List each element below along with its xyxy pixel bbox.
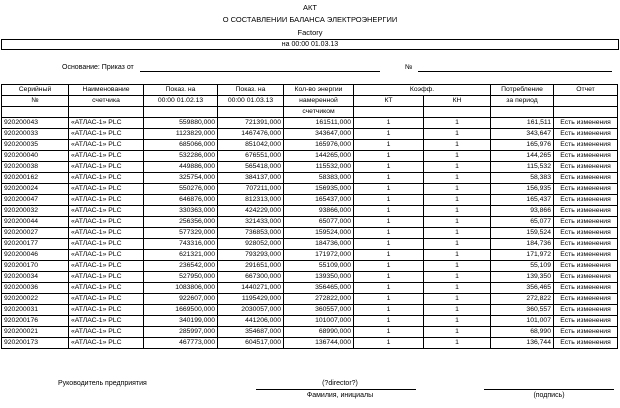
header-energy-by-meter: счетчиком [284,107,354,118]
cell-kn: 1 [424,283,491,294]
table-row [2,261,618,272]
cell-meter-name: «АТЛАС-1» PLC [69,261,144,272]
header-cell-empty [491,107,554,118]
cell-serial: 920200176 [2,316,69,327]
cell-kn: 1 [424,217,491,228]
cell-meter-name: «АТЛАС-1» PLC [69,129,144,140]
cell-energy: 356465,000 [284,283,354,294]
header-report: Отчет [554,85,618,96]
cell-meter-name: «АТЛАС-1» PLC [69,195,144,206]
cell-energy: 144265,000 [284,151,354,162]
cell-kt: 1 [354,195,424,206]
cell-report: Есть изменения [554,327,618,338]
cell-report: Есть изменения [554,118,618,129]
table-row [2,184,618,195]
cell-consumption: 159,524 [491,228,554,239]
cell-reading-1: 922607,000 [144,294,218,305]
cell-reading-1: 685066,000 [144,140,218,151]
cell-report: Есть изменения [554,283,618,294]
table-row [2,140,618,151]
cell-kn: 1 [424,118,491,129]
table-row [2,305,618,316]
table-row [2,283,618,294]
cell-meter-name: «АТЛАС-1» PLC [69,151,144,162]
cell-kt: 1 [354,162,424,173]
table-row [2,327,618,338]
cell-reading-2: 291651,000 [218,261,284,272]
cell-kt: 1 [354,283,424,294]
cell-kt: 1 [354,217,424,228]
cell-consumption: 343,647 [491,129,554,140]
header-cell-empty [554,107,618,118]
cell-consumption: 65,077 [491,217,554,228]
cell-serial: 920200021 [2,327,69,338]
header-reading-2-date: 00:00 01.03.13 [218,96,284,107]
table-row [2,338,618,349]
cell-meter-name: «АТЛАС-1» PLC [69,316,144,327]
cell-reading-1: 467773,000 [144,338,218,349]
cell-meter-name: «АТЛАС-1» PLC [69,338,144,349]
header-kt: КТ [354,96,424,107]
cell-energy: 68990,000 [284,327,354,338]
cell-kn: 1 [424,173,491,184]
cell-meter-name: «АТЛАС-1» PLC [69,250,144,261]
cell-energy: 139350,000 [284,272,354,283]
organization-name: Factory [297,28,323,37]
cell-kt: 1 [354,228,424,239]
cell-report: Есть изменения [554,173,618,184]
cell-consumption: 139,350 [491,272,554,283]
cell-energy: 159524,000 [284,228,354,239]
cell-serial: 920200162 [2,173,69,184]
cell-reading-2: 928052,000 [218,239,284,250]
cell-energy: 165976,000 [284,140,354,151]
document-subtitle: О СОСТАВЛЕНИИ БАЛАНСА ЭЛЕКТРОЭНЕРГИИ [222,15,398,24]
cell-reading-2: 1195429,000 [218,294,284,305]
basis-line [140,71,380,72]
cell-energy: 165437,000 [284,195,354,206]
cell-reading-2: 384137,000 [218,173,284,184]
cell-report: Есть изменения [554,239,618,250]
name-line [256,389,416,390]
cell-kt: 1 [354,206,424,217]
cell-serial: 920200024 [2,184,69,195]
cell-serial: 920200040 [2,151,69,162]
cell-energy: 136744,000 [284,338,354,349]
cell-reading-2: 441206,000 [218,316,284,327]
header-kn: КН [424,96,491,107]
header-report-empty [554,96,618,107]
cell-meter-name: «АТЛАС-1» PLC [69,217,144,228]
cell-reading-1: 285997,000 [144,327,218,338]
cell-serial: 920200038 [2,162,69,173]
table-row [2,316,618,327]
cell-kn: 1 [424,228,491,239]
cell-reading-1: 577329,000 [144,228,218,239]
cell-kt: 1 [354,261,424,272]
cell-energy: 184736,000 [284,239,354,250]
cell-meter-name: «АТЛАС-1» PLC [69,239,144,250]
table-header-row [2,107,618,118]
cell-kt: 1 [354,129,424,140]
cell-reading-2: 676551,000 [218,151,284,162]
cell-kt: 1 [354,316,424,327]
cell-report: Есть изменения [554,294,618,305]
cell-kn: 1 [424,272,491,283]
cell-report: Есть изменения [554,305,618,316]
report-date-box: на 00:00 01.03.13 [1,39,619,50]
cell-serial: 920200034 [2,272,69,283]
cell-meter-name: «АТЛАС-1» PLC [69,140,144,151]
cell-serial: 920200170 [2,261,69,272]
cell-consumption: 115,532 [491,162,554,173]
cell-reading-2: 604517,000 [218,338,284,349]
cell-kn: 1 [424,129,491,140]
cell-reading-1: 532286,000 [144,151,218,162]
cell-consumption: 58,383 [491,173,554,184]
cell-meter-name: «АТЛАС-1» PLC [69,305,144,316]
cell-report: Есть изменения [554,217,618,228]
cell-consumption: 144,265 [491,151,554,162]
cell-meter-name: «АТЛАС-1» PLC [69,283,144,294]
meters-table [1,84,618,349]
cell-reading-2: 707211,000 [218,184,284,195]
table-header-row [2,85,618,96]
cell-kt: 1 [354,151,424,162]
cell-serial: 920200177 [2,239,69,250]
cell-meter-name: «АТЛАС-1» PLC [69,272,144,283]
cell-reading-1: 325754,000 [144,173,218,184]
cell-energy: 101007,000 [284,316,354,327]
cell-kn: 1 [424,140,491,151]
table-row [2,206,618,217]
cell-energy: 272822,000 [284,294,354,305]
cell-serial: 920200032 [2,206,69,217]
cell-reading-1: 559880,000 [144,118,218,129]
cell-kt: 1 [354,294,424,305]
cell-reading-2: 565418,000 [218,162,284,173]
cell-report: Есть изменения [554,338,618,349]
header-cell-empty [424,107,491,118]
table-row [2,151,618,162]
cell-kt: 1 [354,305,424,316]
header-consumption-period: за период [491,96,554,107]
cell-meter-name: «АТЛАС-1» PLC [69,173,144,184]
cell-reading-1: 1083806,000 [144,283,218,294]
cell-kn: 1 [424,305,491,316]
header-name: Наименование [69,85,144,96]
cell-kn: 1 [424,239,491,250]
cell-serial: 920200027 [2,228,69,239]
cell-report: Есть изменения [554,206,618,217]
cell-kt: 1 [354,327,424,338]
cell-serial: 920200044 [2,217,69,228]
header-consumption: Потребление [491,85,554,96]
director-name: (?director?) [322,380,358,387]
cell-serial: 920200047 [2,195,69,206]
basis-label: Основание: Приказ от [62,64,134,71]
cell-kn: 1 [424,294,491,305]
cell-consumption: 272,822 [491,294,554,305]
cell-kt: 1 [354,239,424,250]
cell-energy: 156935,000 [284,184,354,195]
header-coef: Коэфф. [354,85,491,96]
cell-kt: 1 [354,173,424,184]
cell-reading-2: 354687,000 [218,327,284,338]
table-row [2,217,618,228]
cell-reading-1: 743316,000 [144,239,218,250]
cell-serial: 920200046 [2,250,69,261]
cell-reading-1: 256356,000 [144,217,218,228]
header-cell-empty [144,107,218,118]
header-energy: Кол-во энергии [284,85,354,96]
header-cell-empty [2,107,69,118]
header-name-meter: счетчика [69,96,144,107]
cell-report: Есть изменения [554,272,618,283]
cell-kt: 1 [354,118,424,129]
cell-kt: 1 [354,338,424,349]
cell-reading-1: 646876,000 [144,195,218,206]
cell-energy: 161511,000 [284,118,354,129]
header-reading-2: Показ. на [218,85,284,96]
cell-kt: 1 [354,250,424,261]
cell-kn: 1 [424,206,491,217]
cell-energy: 360557,000 [284,305,354,316]
signature-caption: (подпись) [533,392,565,399]
cell-meter-name: «АТЛАС-1» PLC [69,228,144,239]
cell-reading-2: 321433,000 [218,217,284,228]
cell-serial: 920200173 [2,338,69,349]
cell-meter-name: «АТЛАС-1» PLC [69,206,144,217]
cell-energy: 343647,000 [284,129,354,140]
cell-reading-1: 330363,000 [144,206,218,217]
cell-serial: 920200031 [2,305,69,316]
cell-meter-name: «АТЛАС-1» PLC [69,327,144,338]
signature-label: Руководитель предприятия [58,380,147,387]
cell-energy: 55109,000 [284,261,354,272]
cell-consumption: 55,109 [491,261,554,272]
cell-kn: 1 [424,184,491,195]
cell-reading-2: 667300,000 [218,272,284,283]
cell-consumption: 68,990 [491,327,554,338]
cell-report: Есть изменения [554,250,618,261]
cell-consumption: 161,511 [491,118,554,129]
cell-consumption: 101,007 [491,316,554,327]
header-cell-empty [69,107,144,118]
header-serial: Серийный [2,85,69,96]
cell-reading-1: 621321,000 [144,250,218,261]
cell-report: Есть изменения [554,162,618,173]
table-row [2,162,618,173]
table-row [2,173,618,184]
cell-consumption: 356,465 [491,283,554,294]
cell-energy: 58383,000 [284,173,354,184]
cell-reading-2: 812313,000 [218,195,284,206]
cell-kn: 1 [424,250,491,261]
cell-serial: 920200035 [2,140,69,151]
cell-energy: 65077,000 [284,217,354,228]
cell-reading-1: 527950,000 [144,272,218,283]
signature-line [484,389,614,390]
cell-serial: 920200043 [2,118,69,129]
cell-reading-2: 851042,000 [218,140,284,151]
cell-reading-2: 721391,000 [218,118,284,129]
cell-consumption: 165,437 [491,195,554,206]
cell-meter-name: «АТЛАС-1» PLC [69,184,144,195]
number-line [418,71,612,72]
cell-kn: 1 [424,261,491,272]
cell-consumption: 165,976 [491,140,554,151]
header-reading-1-date: 00:00 01.02.13 [144,96,218,107]
cell-consumption: 184,736 [491,239,554,250]
cell-reading-1: 236542,000 [144,261,218,272]
table-header-row [2,96,618,107]
cell-consumption: 93,866 [491,206,554,217]
cell-reading-2: 793293,000 [218,250,284,261]
header-energy-measured: намеренной [284,96,354,107]
table-row [2,272,618,283]
table-row [2,129,618,140]
table-row [2,239,618,250]
cell-reading-2: 2030057,000 [218,305,284,316]
cell-consumption: 171,972 [491,250,554,261]
cell-kn: 1 [424,195,491,206]
cell-energy: 115532,000 [284,162,354,173]
cell-kt: 1 [354,184,424,195]
cell-report: Есть изменения [554,184,618,195]
cell-reading-1: 340199,000 [144,316,218,327]
table-row [2,250,618,261]
cell-consumption: 156,935 [491,184,554,195]
cell-report: Есть изменения [554,195,618,206]
cell-reading-2: 736853,000 [218,228,284,239]
cell-reading-1: 449886,000 [144,162,218,173]
header-serial-no: № [2,96,69,107]
table-row [2,294,618,305]
cell-kt: 1 [354,272,424,283]
cell-energy: 93866,000 [284,206,354,217]
table-row [2,195,618,206]
cell-serial: 920200033 [2,129,69,140]
cell-meter-name: «АТЛАС-1» PLC [69,294,144,305]
cell-reading-2: 1440271,000 [218,283,284,294]
cell-serial: 920200022 [2,294,69,305]
cell-reading-1: 1669500,000 [144,305,218,316]
header-cell-empty [218,107,284,118]
cell-meter-name: «АТЛАС-1» PLC [69,162,144,173]
name-caption: Фамилия, инициалы [306,392,374,399]
cell-consumption: 360,557 [491,305,554,316]
cell-reading-1: 1123829,000 [144,129,218,140]
cell-report: Есть изменения [554,129,618,140]
cell-report: Есть изменения [554,140,618,151]
table-row [2,228,618,239]
cell-serial: 920200036 [2,283,69,294]
cell-energy: 171972,000 [284,250,354,261]
number-label: № [405,64,413,71]
header-reading-1: Показ. на [144,85,218,96]
cell-report: Есть изменения [554,228,618,239]
cell-consumption: 136,744 [491,338,554,349]
cell-meter-name: «АТЛАС-1» PLC [69,118,144,129]
cell-kn: 1 [424,327,491,338]
cell-kn: 1 [424,162,491,173]
cell-reading-2: 424229,000 [218,206,284,217]
cell-reading-2: 1467476,000 [218,129,284,140]
cell-report: Есть изменения [554,261,618,272]
header-cell-empty [354,107,424,118]
cell-kt: 1 [354,140,424,151]
cell-report: Есть изменения [554,151,618,162]
cell-kn: 1 [424,316,491,327]
table-row [2,118,618,129]
document-title: АКТ [303,3,317,12]
cell-kn: 1 [424,338,491,349]
cell-kn: 1 [424,151,491,162]
cell-report: Есть изменения [554,316,618,327]
cell-reading-1: 550276,000 [144,184,218,195]
